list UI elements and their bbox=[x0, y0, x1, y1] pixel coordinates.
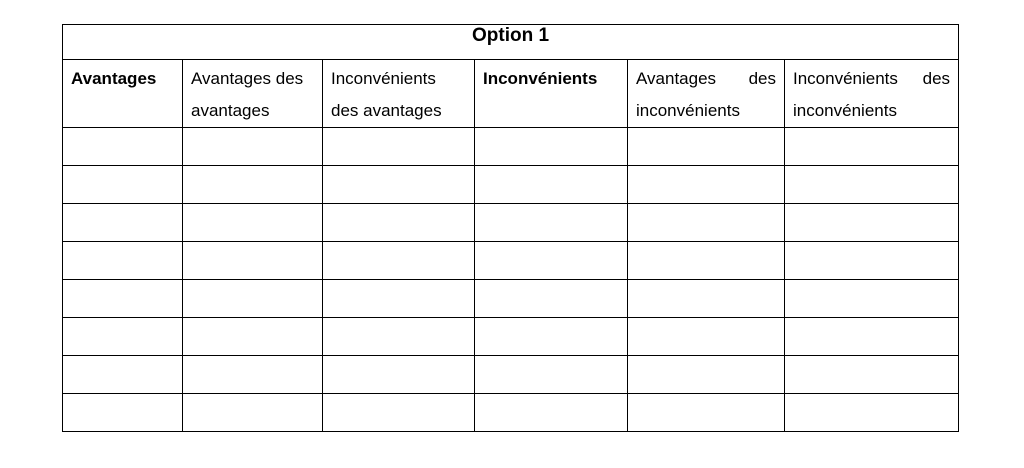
table-row bbox=[63, 128, 959, 166]
table-title: Option 1 bbox=[63, 25, 959, 60]
table-cell bbox=[323, 204, 475, 242]
table-cell bbox=[183, 242, 323, 280]
header-inconvenients: Inconvénients bbox=[475, 60, 628, 128]
table-cell bbox=[183, 280, 323, 318]
table-cell bbox=[475, 356, 628, 394]
title-row bbox=[63, 25, 959, 60]
table-cell bbox=[785, 280, 959, 318]
table-cell bbox=[475, 242, 628, 280]
table-cell bbox=[183, 394, 323, 432]
table-cell bbox=[63, 280, 183, 318]
table-cell bbox=[63, 356, 183, 394]
table-row bbox=[63, 356, 959, 394]
table-cell bbox=[785, 356, 959, 394]
table-row bbox=[63, 394, 959, 432]
table-cell bbox=[63, 394, 183, 432]
table-cell bbox=[63, 318, 183, 356]
table-cell bbox=[785, 394, 959, 432]
table-cell bbox=[183, 128, 323, 166]
table-row bbox=[63, 280, 959, 318]
table-cell bbox=[63, 204, 183, 242]
table-cell bbox=[183, 166, 323, 204]
table-cell bbox=[628, 318, 785, 356]
table-cell bbox=[475, 204, 628, 242]
table-cell bbox=[63, 242, 183, 280]
table-cell bbox=[475, 280, 628, 318]
table-cell bbox=[628, 356, 785, 394]
table-cell bbox=[323, 166, 475, 204]
option-table bbox=[62, 24, 959, 432]
table-cell bbox=[63, 166, 183, 204]
table-cell bbox=[785, 204, 959, 242]
table-cell bbox=[183, 318, 323, 356]
header-inconvenients-des-avantages: Inconvénients des avantages bbox=[323, 60, 475, 128]
table-cell bbox=[475, 318, 628, 356]
table-cell bbox=[628, 204, 785, 242]
table-cell bbox=[475, 128, 628, 166]
table-row bbox=[63, 166, 959, 204]
table-cell bbox=[628, 242, 785, 280]
table-cell bbox=[628, 280, 785, 318]
table-cell bbox=[785, 242, 959, 280]
table-row bbox=[63, 318, 959, 356]
header-inconvenients-des-inconvenients: Inconvénients des inconvénients bbox=[785, 60, 959, 128]
table-cell bbox=[628, 394, 785, 432]
table-row bbox=[63, 204, 959, 242]
table-cell bbox=[628, 128, 785, 166]
table-cell bbox=[785, 318, 959, 356]
table-cell bbox=[628, 166, 785, 204]
table-cell bbox=[63, 128, 183, 166]
table-cell bbox=[475, 394, 628, 432]
table-cell bbox=[323, 318, 475, 356]
header-avantages: Avantages bbox=[63, 60, 183, 128]
header-avantages-des-avantages: Avantages des avantages bbox=[183, 60, 323, 128]
header-avantages-des-inconvenients: Avantages des inconvénients bbox=[628, 60, 785, 128]
table-cell bbox=[323, 394, 475, 432]
table-cell bbox=[785, 128, 959, 166]
table-cell bbox=[323, 242, 475, 280]
table-cell bbox=[475, 166, 628, 204]
table-cell bbox=[785, 166, 959, 204]
table-cell bbox=[183, 356, 323, 394]
table-cell bbox=[323, 280, 475, 318]
table-cell bbox=[323, 356, 475, 394]
table-cell bbox=[183, 204, 323, 242]
table-body bbox=[63, 128, 959, 432]
table-cell bbox=[323, 128, 475, 166]
table-row bbox=[63, 242, 959, 280]
header-row bbox=[63, 60, 959, 128]
